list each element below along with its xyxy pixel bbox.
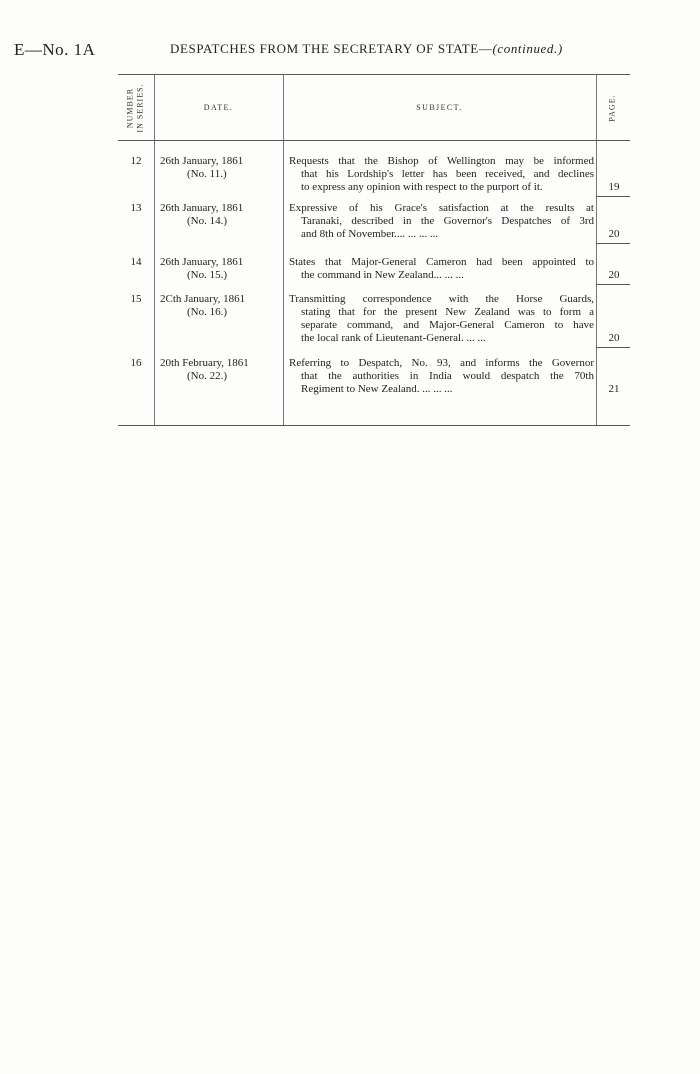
column-header-date: DATE. — [203, 103, 234, 112]
column-header-page — [596, 75, 630, 140]
row-subject-line: separate command, and Major-General Cameron to have — [301, 319, 594, 331]
row-date — [160, 155, 280, 181]
row-number: 15 — [130, 293, 142, 305]
row-page: 21 — [608, 383, 620, 395]
row-number: 14 — [130, 256, 142, 268]
row-date-text: 20th February, 1861 — [160, 357, 249, 369]
row-despatch-number: (No. 16.) — [187, 306, 228, 318]
row-subject-line: Referring to Despatch, No. 93, and informs the Governor — [289, 357, 594, 369]
row-subject-line: the command in New Zealand... ... ... — [301, 269, 464, 281]
page-title — [170, 41, 563, 57]
row-date — [160, 256, 280, 282]
row-subject-line: Regiment to New Zealand. ... ... ... — [301, 383, 453, 395]
row-despatch-number: (No. 14.) — [187, 215, 228, 227]
header-rule — [118, 140, 630, 141]
row-date-text: 26th January, 1861 — [160, 202, 244, 214]
row-subject — [289, 357, 594, 396]
column-header-number — [118, 75, 154, 140]
row-subject-line: that the authorities in India would despatch the 70th — [301, 370, 594, 382]
row-page: 20 — [608, 228, 620, 240]
row-subject — [289, 155, 594, 194]
page-cell-rule — [596, 243, 630, 244]
page-cell-rule — [596, 196, 630, 197]
row-date — [160, 357, 280, 383]
row-subject-line: Taranaki, described in the Governor's Despatches of 3rd — [301, 215, 594, 227]
page-reference: E—No. 1A — [14, 40, 96, 59]
row-page: 19 — [608, 181, 620, 193]
row-subject-line: Expressive of his Grace's satisfaction at the results at — [289, 202, 594, 214]
page-cell-rule — [596, 284, 630, 285]
page-title-suffix: (continued.) — [492, 41, 563, 56]
page-cell-rule — [596, 347, 630, 348]
column-header-page-label: PAGE. — [608, 93, 617, 122]
page-title-main: DESPATCHES FROM THE SECRETARY OF STATE— — [170, 41, 493, 56]
row-date-text: 26th January, 1861 — [160, 256, 244, 268]
row-despatch-number: (No. 22.) — [187, 370, 228, 382]
row-subject-line: States that Major-General Cameron had been appointed to — [289, 256, 594, 268]
row-number: 12 — [130, 155, 142, 167]
row-despatch-number: (No. 15.) — [187, 269, 228, 281]
row-date-text: 2Cth January, 1861 — [160, 293, 246, 305]
row-subject-line: the local rank of Lieutenant-General. ... ... — [301, 332, 486, 344]
row-subject-line: Transmitting correspondence with the Horse Guards, — [289, 293, 594, 305]
row-subject — [289, 293, 594, 345]
row-number: 13 — [130, 202, 142, 214]
row-subject-line: and 8th of November.... ... ... ... — [301, 228, 439, 240]
column-header-subject: SUBJECT. — [416, 103, 463, 112]
row-despatch-number: (No. 11.) — [187, 168, 227, 180]
row-subject-line: that his Lordship's letter has been received, and declines — [301, 168, 594, 180]
row-subject — [289, 202, 594, 241]
row-page: 20 — [608, 269, 620, 281]
despatch-table — [118, 74, 630, 426]
column-header-number-line1: NUMBER — [126, 87, 135, 128]
row-subject-line: Requests that the Bishop of Wellington may be informed — [289, 155, 594, 167]
row-page: 20 — [608, 332, 620, 344]
row-subject-line: stating that for the present New Zealand was to form a — [301, 306, 594, 318]
row-subject — [289, 256, 594, 282]
column-header-number-line2: IN SERIES. — [136, 82, 145, 133]
row-date — [160, 202, 280, 228]
row-date — [160, 293, 280, 319]
row-subject-line: to express any opinion with respect to the purport of it. — [301, 181, 543, 193]
row-number: 16 — [130, 357, 142, 369]
row-date-text: 26th January, 1861 — [160, 155, 244, 167]
